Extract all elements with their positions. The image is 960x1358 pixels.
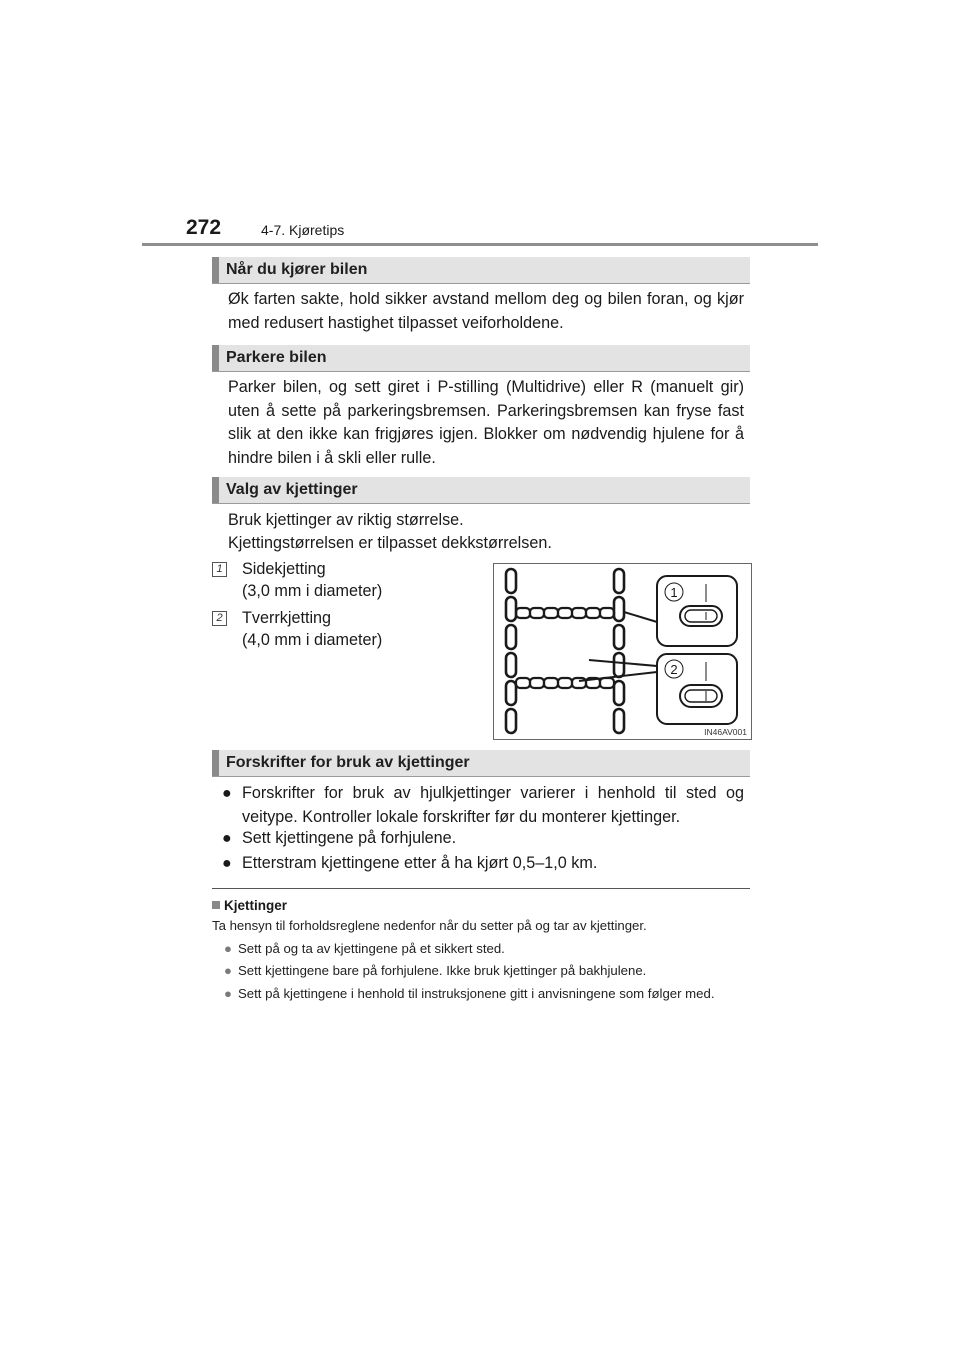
list-item bbox=[222, 782, 744, 830]
bullet-icon: ● bbox=[222, 855, 232, 872]
paragraph-driving: Øk farten sakte, hold sikker avstand mellom deg og bilen foran, og kjør med redusert hastighet tilpasset veiforholdene. bbox=[228, 290, 744, 332]
header-divider bbox=[142, 243, 818, 246]
note-title: Kjettinger bbox=[224, 898, 288, 913]
note-divider bbox=[212, 888, 750, 889]
bullet-icon: ● bbox=[224, 963, 232, 978]
tire-chain-illustration bbox=[494, 564, 751, 739]
heading-chain-regulations bbox=[212, 750, 750, 777]
bullet-icon: ● bbox=[222, 830, 232, 847]
heading-driving bbox=[212, 257, 750, 284]
bullet-icon: ● bbox=[224, 986, 232, 1001]
item-number-badge: 1 bbox=[212, 562, 227, 577]
item-label: Sidekjetting bbox=[242, 560, 326, 578]
chain-intro-line-1: Bruk kjettinger av riktig størrelse. bbox=[228, 511, 464, 529]
heading-bar bbox=[212, 477, 219, 503]
note-list-item-text: Sett på kjettingene i henhold til instruksjonene gitt i anvisningene som følger med. bbox=[238, 986, 715, 1001]
list-item-text: Sett kjettingene på forhjulene. bbox=[242, 829, 457, 847]
bullet-icon: ● bbox=[224, 941, 232, 956]
bullet-icon: ● bbox=[222, 785, 232, 802]
item-detail: (4,0 mm i diameter) bbox=[242, 631, 383, 649]
list-item bbox=[222, 852, 744, 876]
heading-parking bbox=[212, 345, 750, 372]
note-intro: Ta hensyn til forholdsreglene nedenfor når du setter på og tar av kjettinger. bbox=[212, 918, 647, 933]
heading-text: Når du kjører bilen bbox=[226, 261, 368, 278]
figure-code: IN46AV001 bbox=[704, 727, 747, 737]
note-list-item bbox=[224, 963, 752, 981]
callout-1: 1 bbox=[670, 585, 678, 600]
list-item bbox=[222, 827, 744, 851]
item-number-badge: 2 bbox=[212, 611, 227, 626]
tire-chain-figure bbox=[493, 563, 752, 740]
heading-bar bbox=[212, 257, 219, 283]
list-item-text: Forskrifter for bruk av hjulkjettinger varierer i henhold til sted og veitype. Kontroller lokale forskrifter før du monterer kjettinger. bbox=[242, 784, 744, 826]
heading-chain-choice bbox=[212, 477, 750, 504]
page-number: 272 bbox=[186, 216, 222, 239]
note-list-item bbox=[224, 941, 752, 959]
note-heading bbox=[212, 898, 287, 913]
note-list-item-text: Sett kjettingene bare på forhjulene. Ikke bruk kjettinger på bakhjulene. bbox=[238, 963, 647, 978]
section-label: 4-7. Kjøretips bbox=[261, 222, 345, 238]
item-detail: (3,0 mm i diameter) bbox=[242, 582, 383, 600]
heading-bar bbox=[212, 750, 219, 776]
note-list-item-text: Sett på og ta av kjettingene på et sikkert sted. bbox=[238, 941, 505, 956]
heading-text: Valg av kjettinger bbox=[226, 481, 358, 498]
chain-intro-line-2: Kjettingstørrelsen er tilpasset dekkstørrelsen. bbox=[228, 534, 552, 552]
heading-text: Forskrifter for bruk av kjettinger bbox=[226, 754, 470, 771]
list-item-text: Etterstram kjettingene etter å ha kjørt 0,5–1,0 km. bbox=[242, 854, 598, 872]
heading-text: Parkere bilen bbox=[226, 349, 327, 366]
note-list-item bbox=[224, 986, 752, 1020]
square-icon bbox=[212, 901, 220, 909]
callout-2: 2 bbox=[670, 662, 678, 677]
paragraph-parking: Parker bilen, og sett giret i P-stilling (Multidrive) eller R (manuelt gir) uten å sette på parkeringsbremsen. Parkeringsbremsen kan fryse fast slik at den ikke kan frigjøres igjen. Blokker om nødvendig hjulene for å hindre bilen i å skli eller rulle. bbox=[228, 378, 744, 467]
heading-bar bbox=[212, 345, 219, 371]
item-label: Tverrkjetting bbox=[242, 609, 332, 627]
